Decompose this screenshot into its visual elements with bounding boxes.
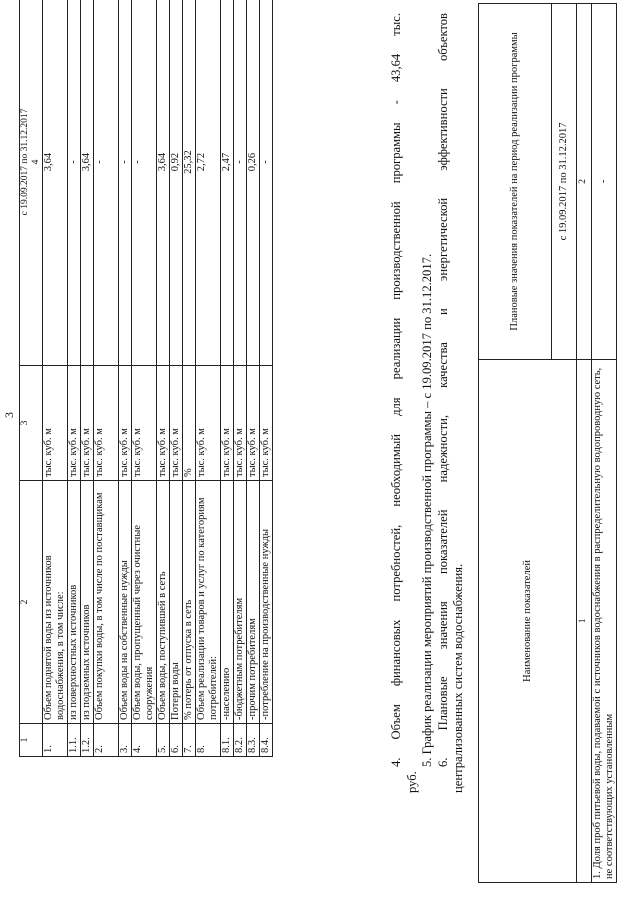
indicator-value: - <box>94 0 119 366</box>
indicator-value: - <box>234 0 247 366</box>
table-row <box>132 0 157 757</box>
table-row <box>234 0 247 757</box>
row-number: 2. <box>94 724 119 757</box>
indicator-name: Объем воды, пропущенный через очистные сооружения <box>132 481 157 724</box>
paragraph-6-line-2: централизованных систем водоснабжения. <box>451 563 465 793</box>
table-row <box>183 0 196 757</box>
table2-column-number-row <box>577 4 592 883</box>
paragraph-4-line-2: руб. <box>404 771 419 793</box>
indicator-name: Объем поднятой воды из источников водоснабжения, в том числе: <box>43 481 68 724</box>
indicator-value: 2,47 <box>221 0 234 366</box>
row-number: 1.1. <box>68 724 81 757</box>
row-number: 1.2. <box>81 724 94 757</box>
column-number: 3 <box>20 366 43 481</box>
paragraph-5: 5. График реализации мероприятий производственной программы – с 19.09.2017 по 31.12.2017. <box>420 253 434 767</box>
row-number: 8.1. <box>221 724 234 757</box>
indicator-name: -бюджетным потребителям <box>234 481 247 724</box>
column-number: 1 <box>20 724 43 757</box>
page-number: 3 <box>2 412 16 418</box>
table-row <box>170 0 183 757</box>
table-row <box>94 0 119 757</box>
row-number: 4. <box>132 724 157 757</box>
indicator-value: 25,32 <box>183 0 196 366</box>
unit: тыс. куб. м <box>43 366 68 481</box>
indicator-value: - <box>68 0 81 366</box>
unit: тыс. куб. м <box>170 366 183 481</box>
row-number: 8. <box>196 724 221 757</box>
table-row <box>157 0 170 757</box>
unit: тыс. куб. м <box>221 366 234 481</box>
indicator-name-header: Наименование показателей <box>479 359 577 882</box>
indicator-name: -прочим потребителям <box>247 481 260 724</box>
row-number: 5. <box>157 724 170 757</box>
table-row <box>592 4 617 883</box>
indicator-value: 3,64 <box>157 0 170 366</box>
indicator-name: из поверхностных источников <box>68 481 81 724</box>
unit: тыс. куб. м <box>132 366 157 481</box>
unit: % <box>183 366 196 481</box>
column-number: 2 <box>20 481 43 724</box>
column-number-row <box>20 0 43 757</box>
paragraph-6-line-1: 6. Плановые значения показателей надежности, качества и энергетической эффективности объектов <box>435 13 450 767</box>
unit: тыс. куб. м <box>260 366 273 481</box>
table-row <box>81 0 94 757</box>
indicator-value: - <box>119 0 132 366</box>
indicator-value: 3,64 <box>43 0 68 366</box>
indicator-value: - <box>260 0 273 366</box>
unit: тыс. куб. м <box>68 366 81 481</box>
row-number: 6. <box>170 724 183 757</box>
indicator-name: -населению <box>221 481 234 724</box>
table2-header-row <box>479 4 552 883</box>
indicator-name: Объем реализации товаров и услуг по категориям потребителей: <box>196 481 221 724</box>
indicator-value: - <box>132 0 157 366</box>
indicator-name: Объем воды на собственные нужды <box>119 481 132 724</box>
column-number: 1 <box>577 359 592 882</box>
table-row <box>43 0 68 757</box>
unit: тыс. куб. м <box>94 366 119 481</box>
row-number: 8.3. <box>247 724 260 757</box>
unit: тыс. куб. м <box>196 366 221 481</box>
indicator-value: 2,72 <box>196 0 221 366</box>
table-row <box>260 0 273 757</box>
indicator-value: - <box>592 4 617 360</box>
production-indicators-table <box>19 0 273 757</box>
row-number: 1. <box>43 724 68 757</box>
table-row <box>221 0 234 757</box>
table-row <box>196 0 221 757</box>
indicator-name: Объем воды, поступившей в сеть <box>157 481 170 724</box>
table-row <box>119 0 132 757</box>
indicator-name: Объем покупки воды, в том числе по поставщикам <box>94 481 119 724</box>
unit: тыс. куб. м <box>119 366 132 481</box>
planned-values-header: Плановые значения показателей на период реализации программы <box>479 4 552 360</box>
row-number: 8.4. <box>260 724 273 757</box>
paragraph-4-line-1: 4. Объем финансовых потребностей, необходимый для реализации производственной программы - 43,64 тыс. <box>389 13 403 767</box>
row-number: 8.2. <box>234 724 247 757</box>
unit: тыс. куб. м <box>157 366 170 481</box>
planned-indicators-table <box>478 3 617 883</box>
indicator-name: % потерь от отпуска в сеть <box>183 481 196 724</box>
indicator-name: Потери воды <box>170 481 183 724</box>
indicator-name: из подземных источников <box>81 481 94 724</box>
indicator-name: -потребление на производственные нужды <box>260 481 273 724</box>
unit: тыс. куб. м <box>247 366 260 481</box>
period-header: с 19.09.2017 по 31.12.2017 4 <box>20 0 43 366</box>
planned-period: с 19.09.2017 по 31.12.2017 <box>552 4 577 360</box>
unit: тыс. куб. м <box>234 366 247 481</box>
column-number: 2 <box>577 4 592 360</box>
table-row <box>247 0 260 757</box>
row-number: 7. <box>183 724 196 757</box>
indicator-value: 3,64 <box>81 0 94 366</box>
indicator-value: 0,92 <box>170 0 183 366</box>
indicator-value: 0,26 <box>247 0 260 366</box>
unit: тыс. куб. м <box>81 366 94 481</box>
row-number: 3. <box>119 724 132 757</box>
table-row <box>68 0 81 757</box>
text-paragraphs <box>389 13 467 793</box>
indicator-name: 1. Доля проб питьевой воды, подаваемой с источников водоснабжения в распределительную водопроводную сеть, не соответствующих установленным <box>592 359 617 882</box>
